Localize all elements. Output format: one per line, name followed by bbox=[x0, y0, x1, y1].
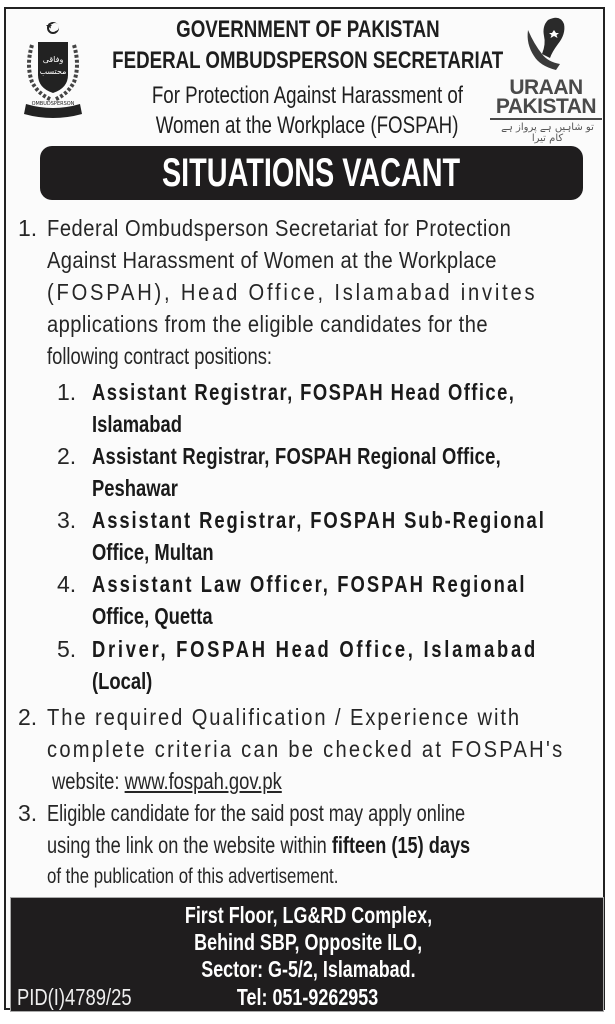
uraan-title-line1: URAAN bbox=[509, 76, 583, 99]
website-label: website: bbox=[52, 768, 125, 794]
website-link[interactable]: www.fospah.gov.pk bbox=[124, 768, 282, 794]
telephone: Tel: 051-9262953 bbox=[237, 984, 379, 1010]
deadline-text: fifteen (15) days bbox=[331, 832, 471, 858]
header-subtitle-1: For Protection Against Harassment of bbox=[151, 82, 464, 109]
uraan-pakistan-bird-icon bbox=[490, 14, 602, 76]
address-line-1: First Floor, LG&RD Complex, bbox=[184, 902, 432, 928]
svg-text:OMBUDSPERSON: OMBUDSPERSON bbox=[31, 101, 75, 107]
situations-vacant-banner bbox=[40, 146, 583, 200]
header-government: GOVERNMENT OF PAKISTAN bbox=[175, 16, 440, 43]
header-subtitle-2: Women at the Workplace (FOSPAH) bbox=[156, 112, 459, 139]
svg-text:محتسب: محتسب bbox=[39, 67, 67, 76]
uraan-pakistan-logo bbox=[490, 14, 602, 144]
paragraph-number: 1. bbox=[18, 215, 38, 241]
uraan-title-line2: PAKISTAN bbox=[490, 96, 602, 120]
address-line-3: Sector: G-5/2, Islamabad. bbox=[200, 956, 416, 982]
header-secretariat: FEDERAL OMBUDSPERSON SECRETARIAT bbox=[111, 47, 504, 74]
uraan-urdu-tagline: تو شاہیں ہے پرواز ہے کام تیرا bbox=[501, 122, 594, 144]
pid-number: PID(I)4789/25 bbox=[17, 984, 132, 1010]
footer-address-box bbox=[10, 897, 604, 1012]
address-line-2: Behind SBP, Opposite ILO, bbox=[194, 929, 422, 955]
banner-title: SITUATIONS VACANT bbox=[162, 151, 461, 195]
svg-text:وفاقی: وفاقی bbox=[42, 55, 64, 64]
